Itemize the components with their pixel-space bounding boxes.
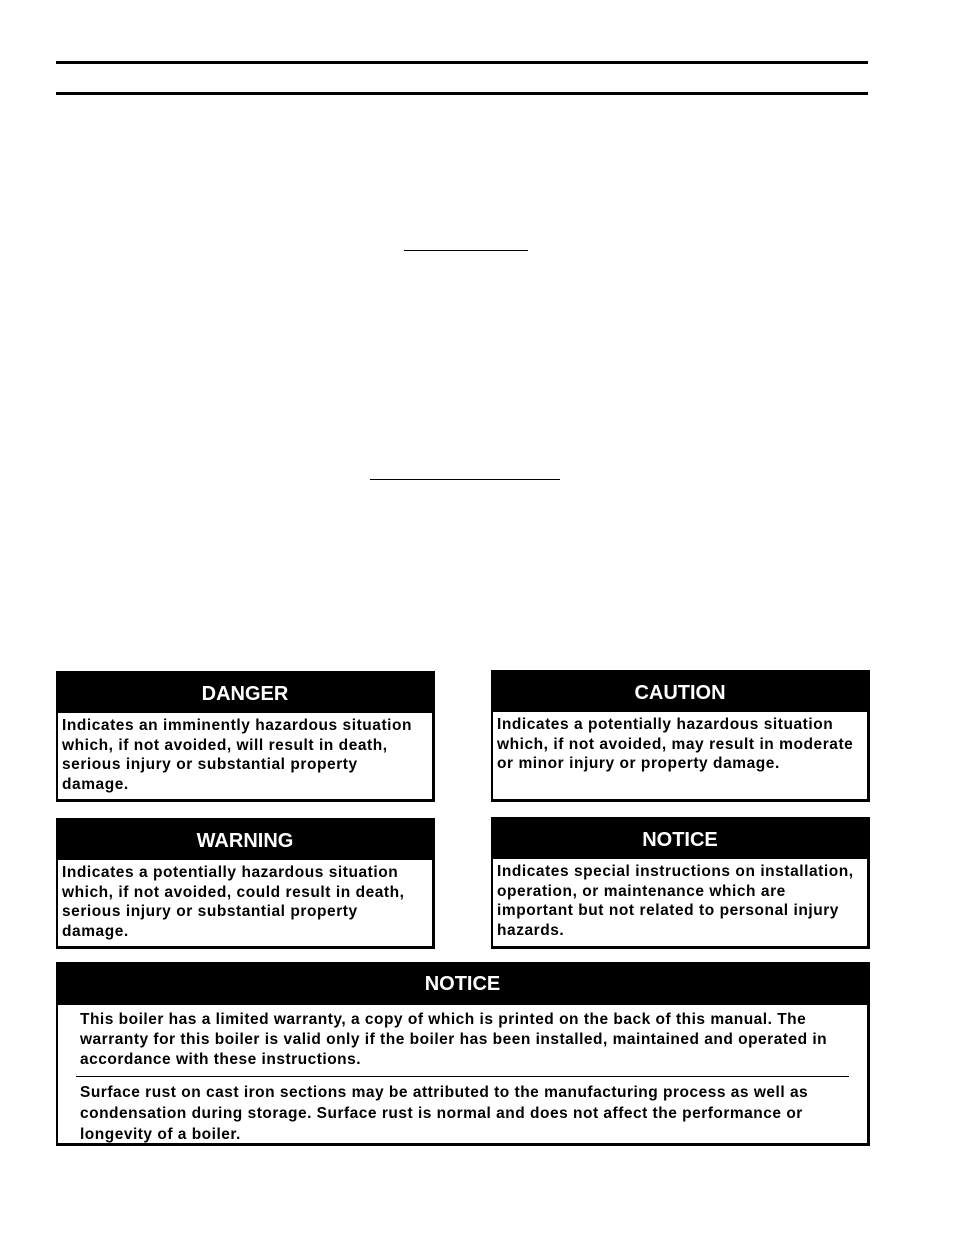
danger-heading: DANGER [58, 673, 432, 713]
danger-text: Indicates an imminently hazardous situation which, if not avoided, will result in death, serious injury or substantial property damage. [62, 717, 413, 794]
danger-box [56, 671, 435, 802]
subtitle-underline [370, 479, 560, 480]
warning-text: Indicates a potentially hazardous situation which, if not avoided, could result in death, serious injury or substantial property damage. [62, 864, 405, 941]
notice-box [491, 817, 870, 949]
notice-heading: NOTICE [493, 819, 867, 859]
warning-box [56, 818, 435, 949]
warranty-notice-box [56, 962, 870, 1146]
header-rule-top [56, 61, 868, 64]
warranty-notice-heading: NOTICE [58, 964, 867, 1005]
notice-text: Indicates special instructions on installation, operation, or maintenance which are important but not related to personal injury hazards. [497, 863, 854, 940]
caution-text: Indicates a potentially hazardous situation which, if not avoided, may result in moderate or minor injury or property damage. [497, 716, 854, 773]
header-rule-bottom [56, 92, 868, 95]
caution-box [491, 670, 870, 802]
caution-heading: CAUTION [493, 672, 867, 712]
surface-rust-paragraph: Surface rust on cast iron sections may be attributed to the manufacturing process as well as condensation during storage. Surface rust is normal and does not affect the performance or longevity of a boiler. [80, 1084, 809, 1143]
warranty-paragraph: This boiler has a limited warranty, a copy of which is printed on the back of this manual. The warranty for this boiler is valid only if the boiler has been installed, maintained and operated in accordance with these instructions. [80, 1011, 828, 1068]
title-underline [404, 250, 528, 251]
warning-heading: WARNING [58, 820, 432, 860]
